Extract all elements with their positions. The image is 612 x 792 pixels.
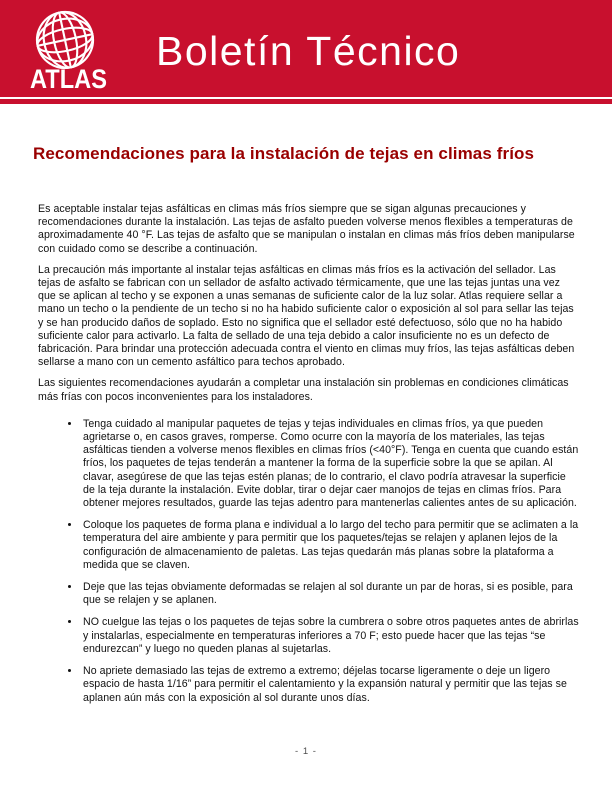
page-number: - 1 - bbox=[295, 746, 317, 757]
list-item-no-draping: • NO cuelgue las tejas o los paquetes de tejas sobre la cumbrera o sobre otros paquetes antes de abrirlas y instalarlas, especialmente en temperaturas inferiores a 70 F; esto puede hacer que las tejas “se endurezcan” y luego no queden planas al sujetarlas. bbox=[81, 616, 580, 656]
list-item-placement: • Coloque los paquetes de forma plana e individual a lo largo del techo para permitir que se aclimaten a la temperatura del aire ambiente y para permitir que los paquetes/tejas se relajen y aplanen lejos de la configuración de almacenamiento de paletas. Las tejas quedarán más planas sobre la plataforma a medida que se claven. bbox=[81, 519, 580, 572]
list-item-spacing: • No apriete demasiado las tejas de extremo a extremo; déjelas tocarse ligeramente o deje un ligero espacio de hasta 1/16” para permitir el calentamiento y la expansión natural y permitir que las tejas se aplanen aún más con la exposición al sol durante unos días. bbox=[81, 665, 580, 705]
globe-icon bbox=[28, 8, 110, 96]
recommendations-intro-paragraph: Las siguientes recomendaciones ayudarán a completar una instalación sin problemas en condiciones climáticas más frías con pocos inconvenientes para los instaladores. bbox=[38, 377, 569, 403]
sealant-paragraph: La precaución más importante al instalar tejas asfálticas en climas más fríos es la activación del sellador. Las tejas de asfalto se fabrican con un sellador de asfalto activado térmicamente, que une las tejas juntas una vez que se aplican al techo y se exponen a unas semanas de suficiente calor de la luz solar. Atlas requiere sellar a mano un techo o la pendiente de un techo si no ha habido suficiente calor o exposición al sol para sellar las tejas y se han producido daños de soplado. Esto no significa que el sellador esté defectuoso, sólo que no ha habido suficiente calor para activarlo. La falta de sellado de una teja debido a calor insuficiente no es un defecto de fabricación. Para brindar una protección adecuada contra el viento en climas muy fríos, las tejas asfálticas deben sellarse a mano con un cemento asfáltico para techos aprobado. bbox=[38, 263, 575, 369]
recommendations-list bbox=[38, 418, 580, 705]
brand-name: ATLAS bbox=[30, 63, 107, 94]
atlas-logo bbox=[28, 8, 110, 96]
bulletin-title: Boletín Técnico bbox=[156, 28, 461, 74]
page-footer bbox=[0, 741, 612, 759]
list-item-handling: • Tenga cuidado al manipular paquetes de tejas y tejas individuales en climas fríos, ya que pueden agrietarse o, en casos graves, romperse. Como ocurre con la mayoría de los materiales, las tejas asfálticas tienden a volverse menos flexibles en climas fríos (<40°F). Tenga en cuenta que cuando están fríos, los paquetes de tejas tenderán a mantener la forma de la superficie sobre la que se apilan. Al clavar, asegúrese de que las tejas estén planas; de lo contrario, el clavo podría atravesar la superficie de la teja durante la instalación. Evite doblar, tirar o dejar caer manojos de tejas en climas fríos. Para obtener mejores resultados, guarde las tejas adentro para mantenerlas calientes antes de su aplicación. bbox=[81, 418, 580, 510]
masthead-rule bbox=[0, 97, 612, 104]
list-item-relaxing: • Deje que las tejas obviamente deformadas se relajen al sol durante un par de horas, si es posible, para que se relajen y se aplanen. bbox=[81, 581, 580, 607]
document-title: Recomendaciones para la instalación de tejas en climas fríos bbox=[33, 144, 535, 163]
masthead bbox=[0, 0, 612, 97]
intro-paragraph: Es aceptable instalar tejas asfálticas en climas más fríos siempre que se sigan algunas precauciones y recomendaciones durante la instalación. Las tejas de asfalto pueden volverse menos flexibles a temperaturas de aproximadamente 40 °F. Las tejas de asfalto que se manipulan o instalan en climas más fríos deben manipularse con cuidado como se describe a continuación. bbox=[38, 203, 575, 255]
document-body bbox=[0, 144, 612, 705]
